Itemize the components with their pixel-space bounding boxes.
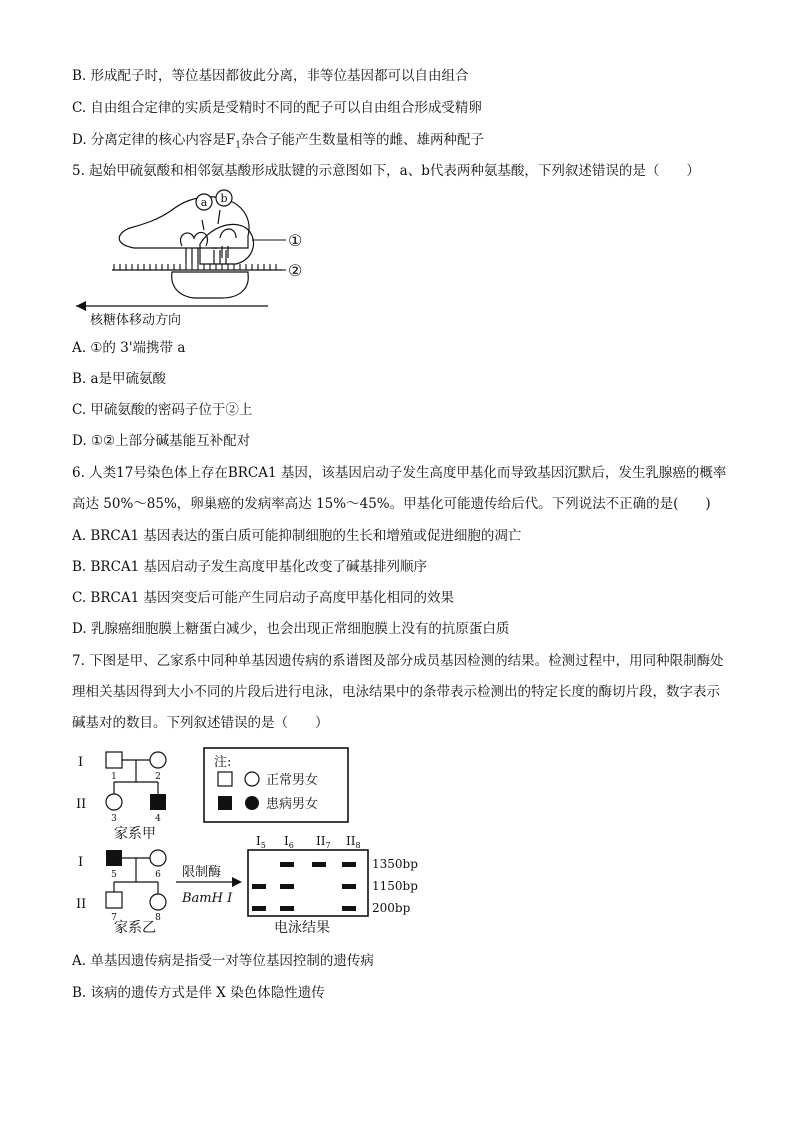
label-n8: 8	[155, 913, 161, 923]
gel-band	[342, 862, 356, 867]
member-6-normal-female	[150, 850, 166, 866]
gel-band	[280, 906, 294, 911]
q4-option-d	[72, 130, 484, 156]
gen-ii-b: II	[76, 897, 87, 912]
legend-affected-text: 患病男女	[266, 797, 319, 812]
label-n5: 5	[111, 870, 117, 880]
gen-ii-a: II	[76, 797, 87, 812]
gen-i-b: I	[78, 855, 84, 870]
ribosome-small-subunit	[172, 272, 249, 298]
q6-stem: 6. 人类17号染色体上存在BRCA1 基因，该基因启动子发生高度甲基化而导致基因沉默后，发生乳腺癌的概率高达 50%～85%，卵巢癌的发病率高达 15%～45%。甲基化可能遗传给后代。下列说法不正确的是( )	[72, 465, 727, 512]
q4-option-d-post: 杂合子能产生数量相等的雌、雄两种配子	[241, 132, 485, 148]
gel-lane-header: $I_5$	[256, 834, 266, 850]
pedigree-figure	[72, 742, 422, 942]
q6-option-b: B. BRCA1 基因启动子发生高度甲基化改变了碱基排列顺序	[72, 559, 428, 575]
gel-band	[312, 862, 326, 867]
label-n3: 3	[111, 814, 117, 824]
gel-size-label: 1150bp	[372, 879, 418, 893]
q5-option-a: A. ①的 3'端携带 a	[72, 340, 186, 356]
label-n4: 4	[155, 814, 161, 824]
arrow-head-icon	[76, 301, 86, 311]
enzyme-arrow-head-icon	[232, 877, 242, 887]
q6-option-a: A. BRCA1 基因表达的蛋白质可能抑制细胞的生长和增殖或促进细胞的凋亡	[72, 528, 522, 544]
q5-stem: 5. 起始甲硫氨酸和相邻氨基酸形成肽键的示意图如下，a、b代表两种氨基酸，下列叙述错误的是（ ）	[72, 163, 700, 179]
legend-title: 注:	[214, 755, 232, 770]
gel-size-label: 1350bp	[372, 857, 418, 871]
label-a: a	[200, 196, 208, 209]
q7-stem: 7. 下图是甲、乙家系中同种单基因遗传病的系谱图及部分成员基因检测的结果。检测过程中，用同种限制酶处理相关基因得到大小不同的片段后进行电泳，电泳结果中的条带表示检测出的特定长度的酶切片段，数字表示碱基对的数目。下列叙述错误的是（ ）	[72, 653, 724, 731]
member-4-affected-male	[150, 794, 166, 810]
gel-lane-header: $I_6$	[284, 834, 294, 850]
gel-band	[280, 884, 294, 889]
q4-option-d-sub: 1	[235, 140, 242, 151]
legend-affected-female-icon	[245, 796, 259, 810]
trna-1-shape	[200, 224, 254, 264]
gel-lane-header: $II_7$	[316, 834, 331, 850]
legend-normal-female-icon	[245, 772, 259, 786]
legend-affected-male-icon	[218, 796, 232, 810]
gel-lane-header: $II_8$	[346, 834, 361, 850]
label-1: ①	[288, 231, 303, 250]
member-2-normal-female	[150, 752, 166, 768]
gel-band	[252, 884, 266, 889]
enzyme-name: BamH I	[182, 891, 233, 906]
enzyme-label: 限制酶	[182, 865, 222, 880]
label-n2: 2	[155, 772, 161, 782]
legend-normal-male-icon	[218, 772, 232, 786]
member-1-normal-male	[106, 752, 122, 768]
label-n7: 7	[111, 913, 117, 923]
label-n6: 6	[155, 870, 161, 880]
gel-band	[342, 884, 356, 889]
label-n1: 1	[111, 772, 117, 782]
q4-option-b: B. 形成配子时，等位基因都彼此分离，非等位基因都可以自由组合	[72, 68, 469, 84]
member-5-affected-male	[106, 850, 122, 866]
q5-option-c: C. 甲硫氨酸的密码子位于②上	[72, 402, 253, 418]
gel-band	[252, 906, 266, 911]
q6-option-c: C. BRCA1 基因突变后可能产生同启动子高度甲基化相同的效果	[72, 590, 454, 606]
member-3-normal-female	[106, 794, 122, 810]
q4-option-c: C. 自由组合定律的实质是受精时不同的配子可以自由组合形成受精卵	[72, 100, 482, 116]
q7-option-a: A. 单基因遗传病是指受一对等位基因控制的遗传病	[72, 953, 374, 969]
q7-option-b: B. 该病的遗传方式是伴 X 染色体隐性遗传	[72, 985, 325, 1001]
label-2: ②	[288, 261, 303, 280]
gel-size-label: 200bp	[372, 901, 411, 915]
q5-option-b: B. a是甲硫氨酸	[72, 371, 167, 387]
q6-option-d: D. 乳腺癌细胞膜上糖蛋白减少，也会出现正常细胞膜上没有的抗原蛋白质	[72, 621, 510, 637]
member-8-normal-female	[150, 894, 166, 910]
label-b: b	[220, 192, 228, 205]
q4-option-d-pre: D. 分离定律的核心内容是F	[72, 132, 236, 148]
gel-band	[280, 862, 294, 867]
family-b-caption: 家系乙	[114, 920, 156, 936]
gen-i-a: I	[78, 755, 84, 770]
q5-option-d: D. ①②上部分碱基能互补配对	[72, 433, 251, 449]
gel-band	[342, 906, 356, 911]
gel-caption: 电泳结果	[274, 920, 330, 936]
ribosome-diagram	[72, 186, 332, 328]
legend-normal-text: 正常男女	[266, 773, 319, 788]
direction-caption: 核糖体移动方向	[90, 313, 182, 328]
member-7-normal-male	[106, 892, 122, 908]
family-a-caption: 家系甲	[114, 826, 156, 842]
